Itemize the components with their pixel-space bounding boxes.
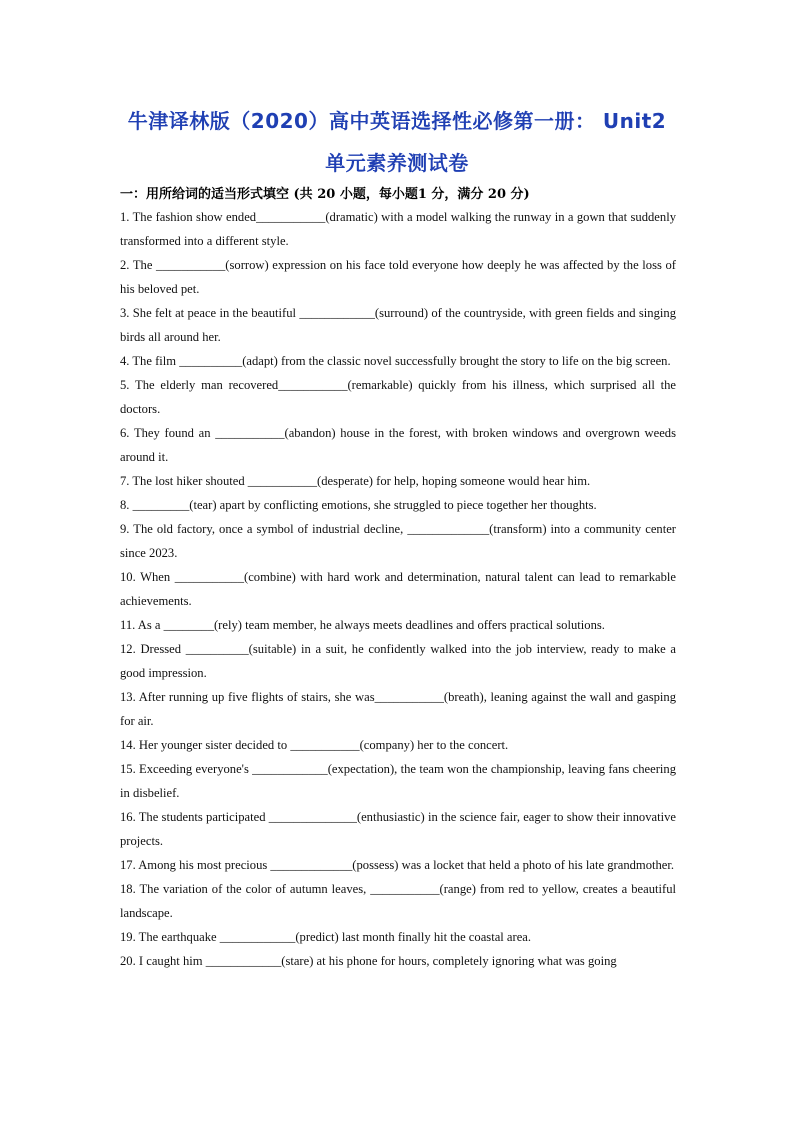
question-item: 20. I caught him ____________(stare) at his phone for hours, completely ignoring what was going: [120, 954, 617, 968]
question-list: [120, 205, 676, 973]
question-item: 6. They found an ___________(abandon) house in the forest, with broken windows and overgrown weeds around it.: [120, 426, 676, 464]
question-item: 9. The old factory, once a symbol of industrial decline, _____________(transform) into a community center since 2023.: [120, 522, 676, 560]
question-item: 17. Among his most precious _____________(possess) was a locket that held a photo of his late grandmother.: [120, 858, 675, 872]
question-item: 4. The film __________(adapt) from the classic novel successfully brought the story to life on the big screen.: [120, 354, 671, 368]
question-item: 5. The elderly man recovered___________(remarkable) quickly from his illness, which surprised all the doctors.: [120, 378, 676, 416]
question-item: 10. When ___________(combine) with hard work and determination, natural talent can lead to remarkable achievements.: [120, 570, 676, 608]
section-heading: 一：用所给词的适当形式填空 (共 20 小题，每小题1 分，满分 20 分): [120, 187, 530, 202]
question-item: 15. Exceeding everyone's ____________(expectation), the team won the championship, leaving fans cheering in disbelief.: [120, 762, 676, 800]
question-item: 12. Dressed __________(suitable) in a suit, he confidently walked into the job interview, ready to make a good impression.: [120, 642, 676, 680]
question-item: 13. After running up five flights of stairs, she was___________(breath), leaning against the wall and gasping for air.: [120, 690, 676, 728]
question-item: 18. The variation of the color of autumn leaves, ___________(range) from red to yellow, creates a beautiful landscape.: [120, 882, 676, 920]
document-title-line1: 牛津译林版（2020）高中英语选择性必修第一册： Unit2: [127, 109, 667, 133]
document-title-line2: 单元素养测试卷: [325, 151, 469, 175]
question-item: 1. The fashion show ended___________(dramatic) with a model walking the runway in a gown that suddenly transformed into a different style.: [120, 210, 676, 248]
question-item: 2. The ___________(sorrow) expression on his face told everyone how deeply he was affected by the loss of his beloved pet.: [120, 258, 676, 296]
question-item: 19. The earthquake ____________(predict) last month finally hit the coastal area.: [120, 930, 532, 944]
question-item: 16. The students participated ______________(enthusiastic) in the science fair, eager to show their innovative projects.: [120, 810, 676, 848]
question-item: 11. As a ________(rely) team member, he always meets deadlines and offers practical solutions.: [120, 618, 605, 632]
question-item: 14. Her younger sister decided to ___________(company) her to the concert.: [120, 738, 509, 752]
question-item: 3. She felt at peace in the beautiful ____________(surround) of the countryside, with green fields and singing birds all around her.: [120, 306, 676, 344]
question-item: 7. The lost hiker shouted ___________(desperate) for help, hoping someone would hear him.: [120, 474, 591, 488]
question-item: 8. _________(tear) apart by conflicting emotions, she struggled to piece together her thoughts.: [120, 498, 597, 512]
